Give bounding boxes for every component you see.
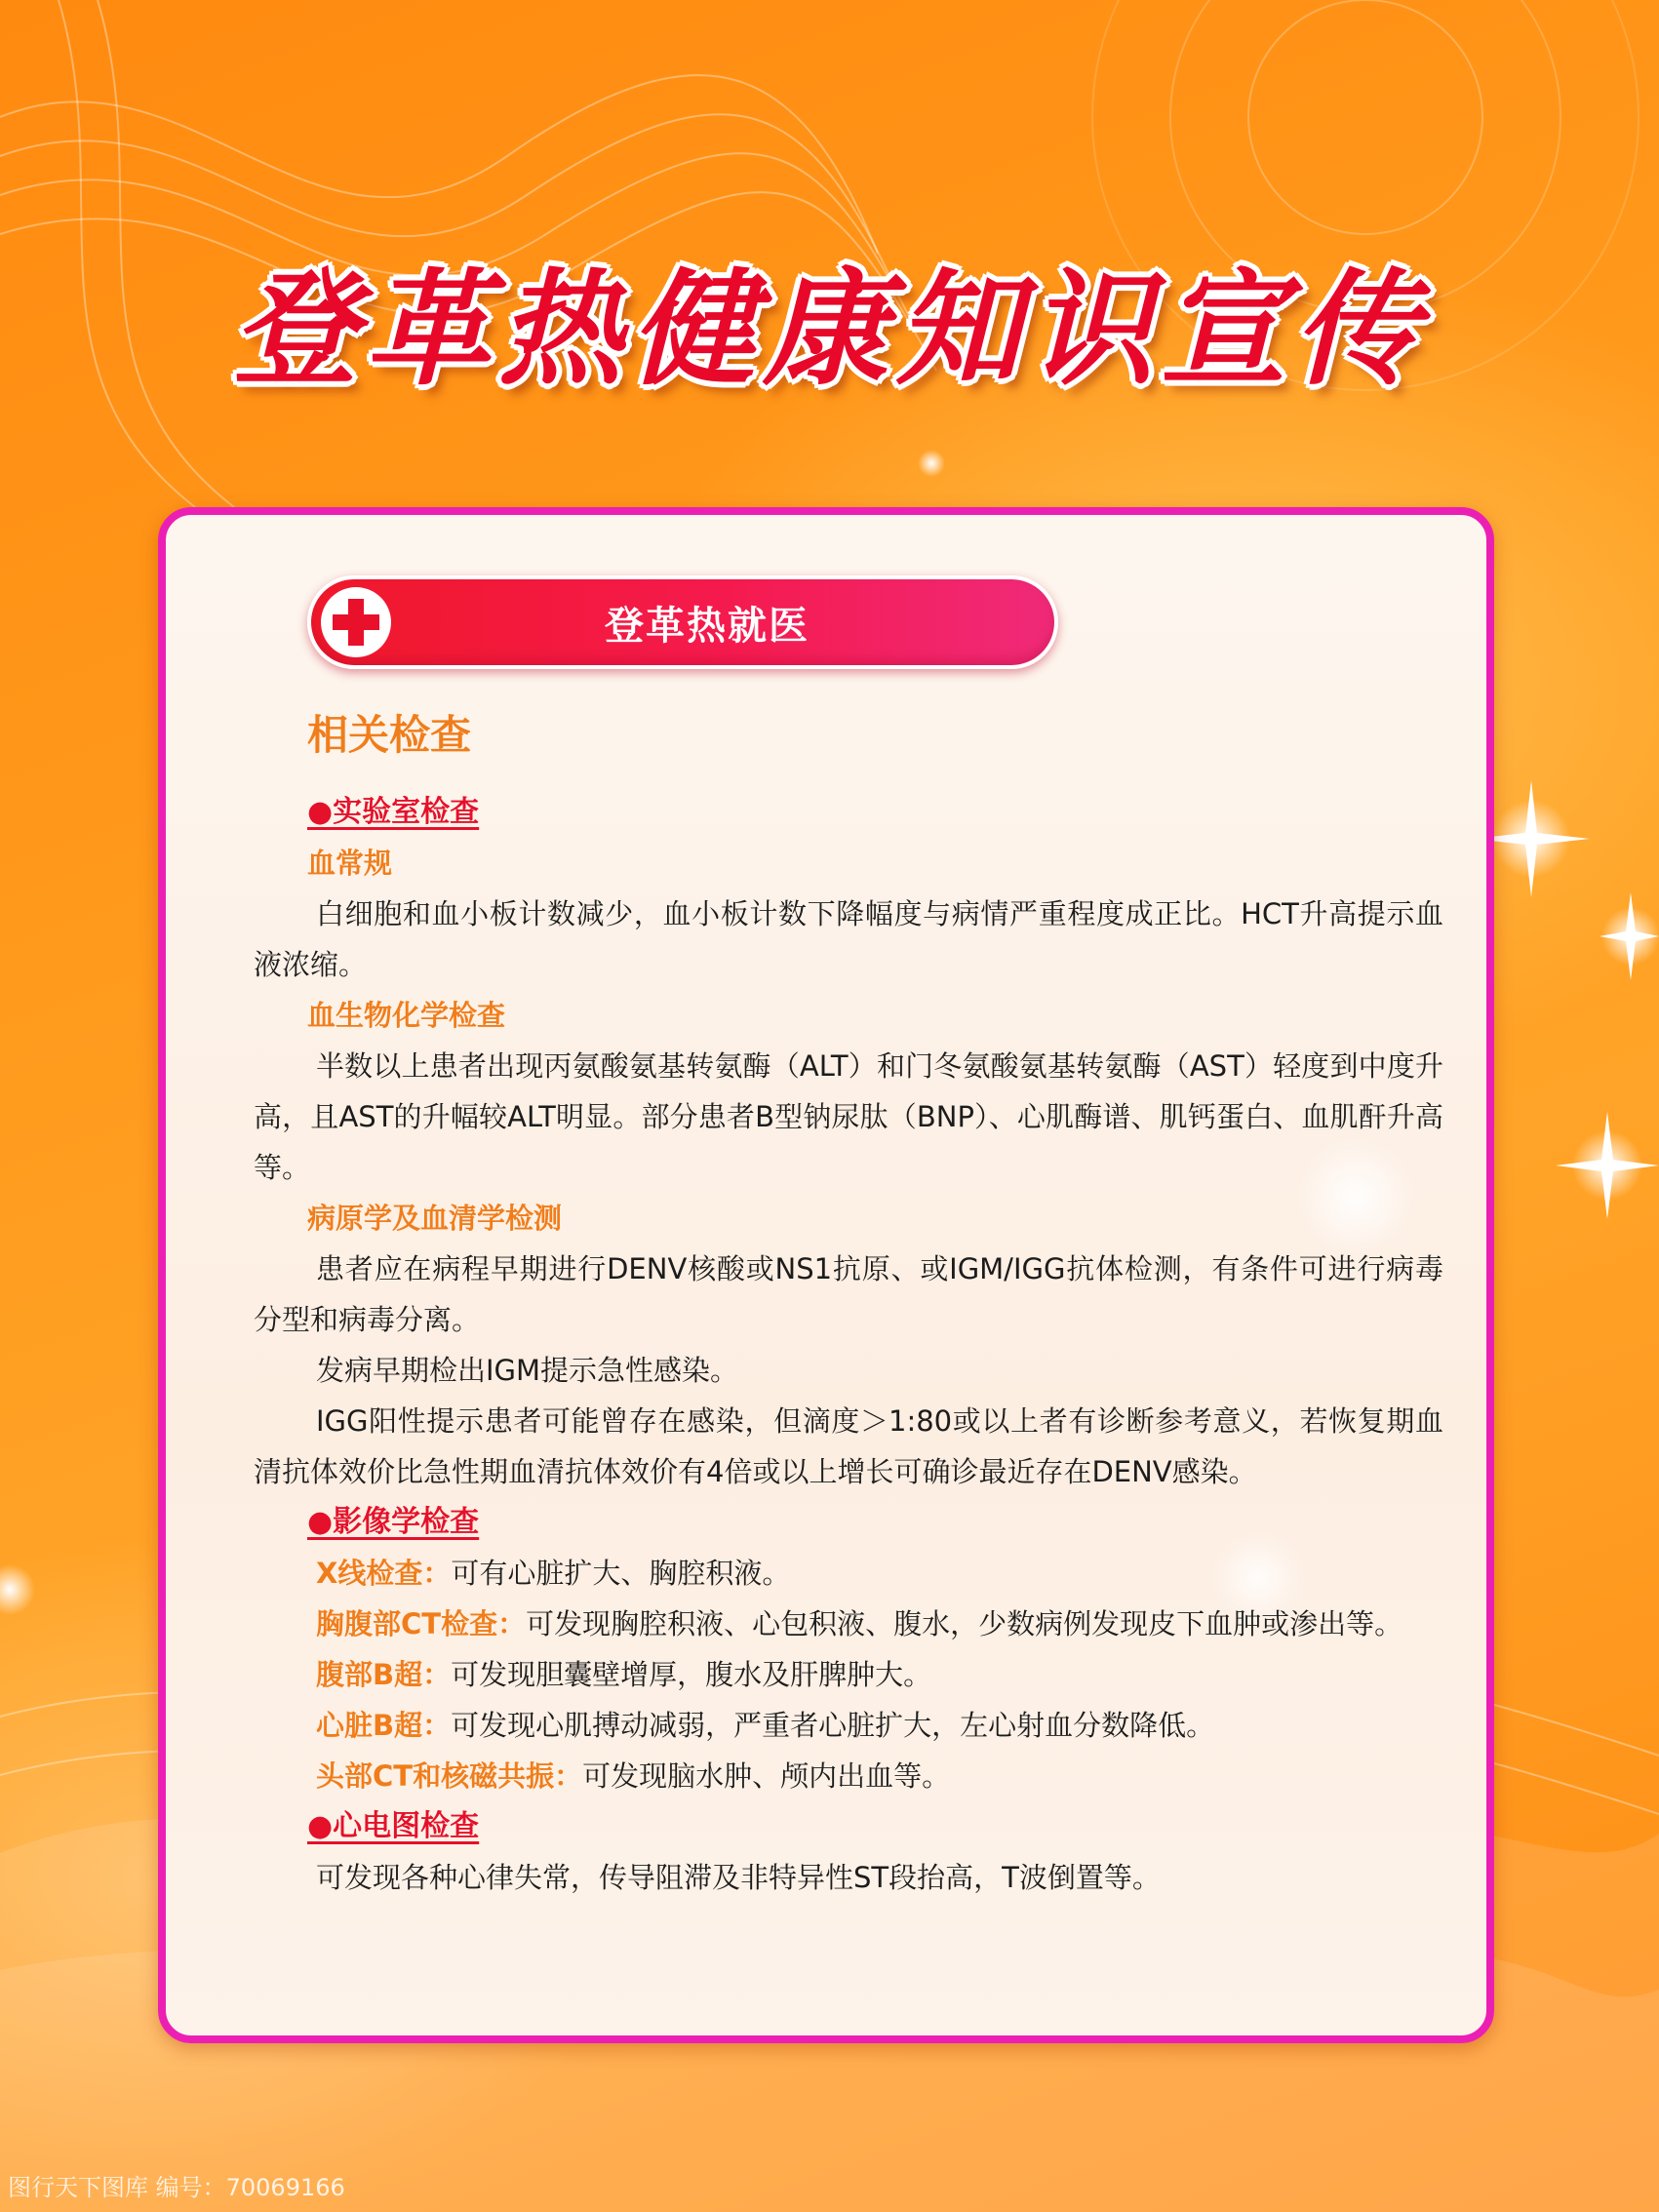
imaging-item [254,1599,1443,1649]
ecg-text: 可发现各种心律失常，传导阻滞及非特异性ST段抬高，T波倒置等。 [316,1861,1161,1894]
imaging-item-text: 可发现胸腔积液、心包积液、腹水，少数病例发现皮下血肿或渗出等。 [526,1607,1403,1640]
imaging-item-label: 头部CT和核磁共振： [316,1759,583,1793]
biochem-title: 血生物化学检查 [307,999,506,1032]
imaging-item-text: 可发现胆囊壁增厚，腹水及肝脾肿大。 [451,1658,932,1691]
etiology-title: 病原学及血清学检测 [307,1202,563,1235]
imaging-item [254,1751,1443,1801]
etiology-text-2: 发病早期检出IGM提示急性感染。 [316,1354,739,1387]
etiology-text-3: IGG阳性提示患者可能曾存在感染，但滴度＞1:80或以上者有诊断参考意义，若恢复期血清抗体效价比急性期血清抗体效价有4倍或以上增长可确诊最近存在DENV感染。 [254,1404,1443,1488]
imaging-item [254,1700,1443,1751]
section-heading: 相关检查 [307,711,472,759]
lab-section-title: ●实验室检查 [307,795,480,829]
content-panel [158,507,1494,2043]
ecg-section-title: ●心电图检查 [307,1809,480,1843]
page-title: 登革热健康知识宣传 [232,257,1427,403]
imaging-item-label: 心脏B超： [316,1709,452,1742]
biochem-text: 半数以上患者出现丙氨酸氨基转氨酶（ALT）和门冬氨酸氨基转氨酶（AST）轻度到中度升高，且AST的升幅较ALT明显。部分患者B型钠尿肽（BNP）、心肌酶谱、肌钙蛋白、血肌酐升高等。 [254,1049,1443,1184]
imaging-item-label: 腹部B超： [316,1658,452,1691]
blood-routine-title: 血常规 [307,847,393,880]
imaging-item-label: 胸腹部CT检查： [316,1607,527,1640]
imaging-item [254,1649,1443,1700]
imaging-item-label: X线检查： [316,1557,452,1590]
imaging-item-text: 可发现心肌搏动减弱，严重者心脏扩大，左心射血分数降低。 [451,1709,1215,1742]
watermark: 图行天下图库 编号：70069166 [8,2174,345,2201]
banner-label: 登革热就医 [605,603,810,649]
imaging-item-text: 可发现脑水肿、颅内出血等。 [582,1759,951,1793]
imaging-section-title: ●影像学检查 [307,1505,480,1539]
section-banner [307,575,1058,669]
blood-routine-text: 白细胞和血小板计数减少，血小板计数下降幅度与病情严重程度成正比。HCT升高提示血液浓缩。 [254,897,1443,981]
etiology-text-1: 患者应在病程早期进行DENV核酸或NS1抗原、或IGM/IGG抗体检测，有条件可进行病毒分型和病毒分离。 [254,1252,1443,1336]
imaging-item-text: 可有心脏扩大、胸腔积液。 [451,1557,791,1590]
article-body [254,705,1443,1903]
imaging-item [254,1548,1443,1599]
